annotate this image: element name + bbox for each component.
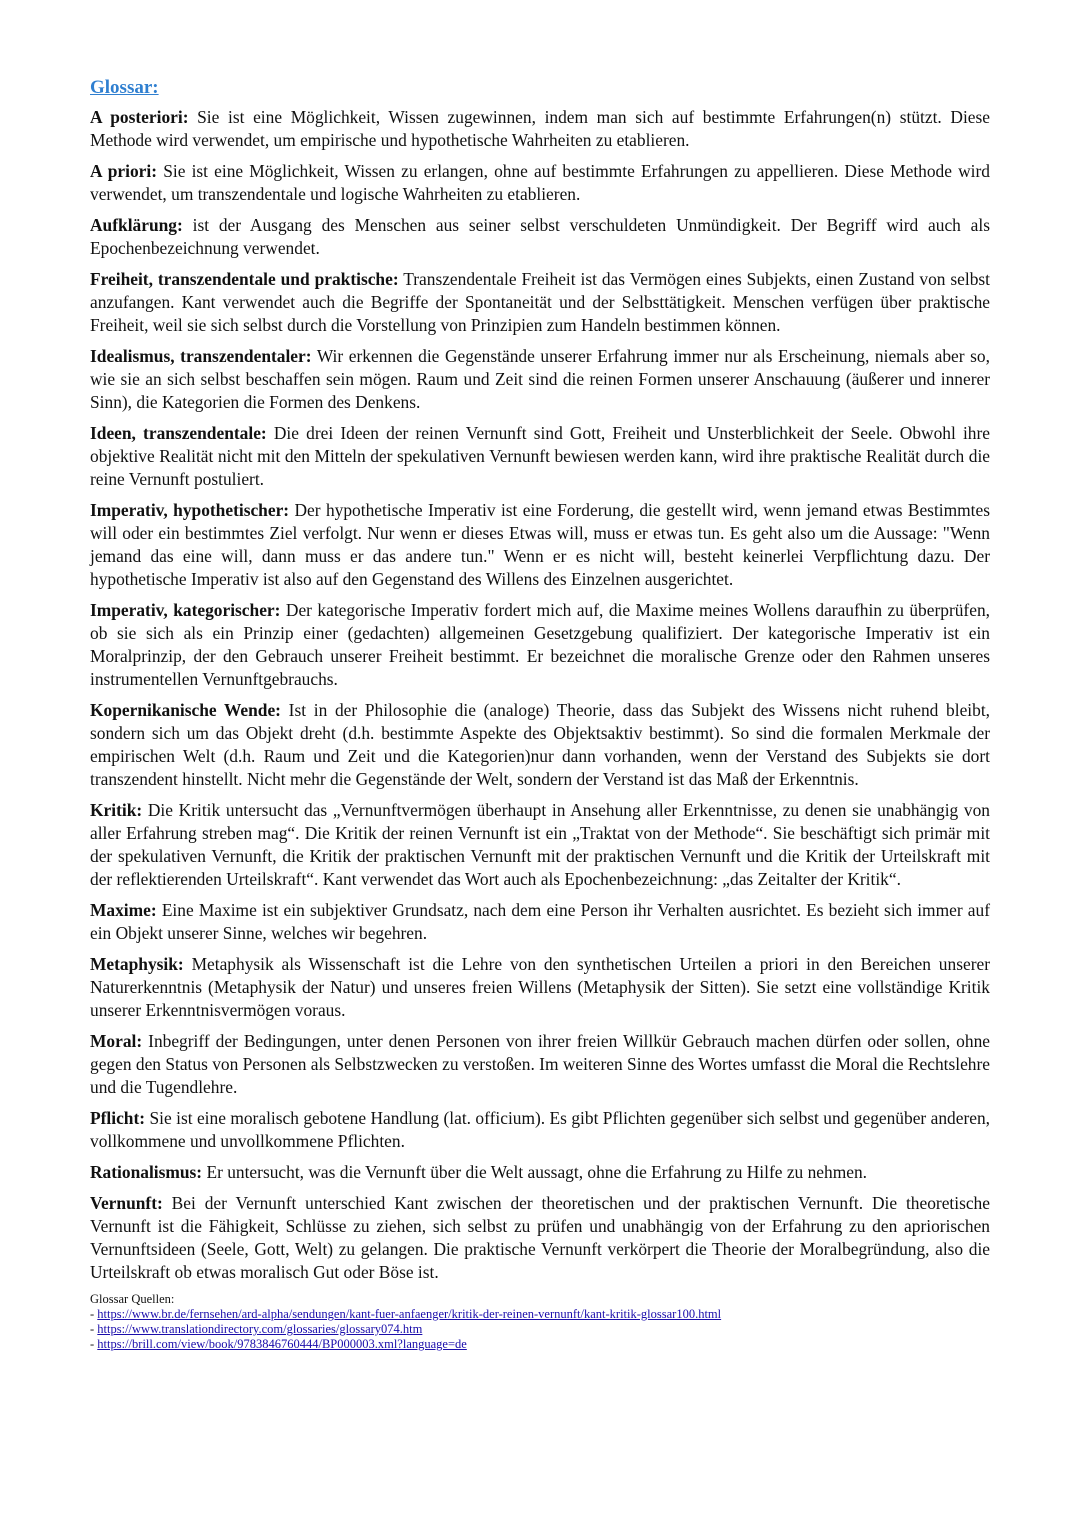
source-dash: - (90, 1322, 98, 1336)
sources-label: Glossar Quellen: (90, 1292, 175, 1306)
glossary-definition: Wir erkennen die Gegenstände unserer Erfahrung immer nur als Erscheinung, niemals aber so, wie sie an sich selbst beschaffen sein mögen. Raum und Zeit sind die reinen Formen unserer Anschauung (äußerer und innerer Sinn), die Kategorien die Formen des Denkens. (90, 346, 990, 412)
glossary-definition: Metaphysik als Wissenschaft ist die Lehre von den synthetischen Urteilen a priori in den Bereichen unserer Naturerkenntnis (Metaphysik der Natur) und unseres freien Willens (Metaphysik der Sitten). Sie setzt eine vollständige Kritik unserer Erkenntnisvermögen voraus. (90, 954, 990, 1020)
glossary-definition: ist der Ausgang des Menschen aus seiner selbst verschuldeten Unmündigkeit. Der Begriff wird auch als Epochenbezeichnung verwendet. (90, 215, 990, 258)
glossary-term: Moral: (90, 1031, 143, 1051)
source-link[interactable]: https://www.translationdirectory.com/glossaries/glossary074.htm (97, 1322, 423, 1336)
glossary-entry (90, 268, 990, 337)
glossary-term: Aufklärung: (90, 215, 183, 235)
source-line (90, 1337, 990, 1352)
page-title: Glossar: (90, 77, 159, 98)
glossary-entry (90, 422, 990, 491)
glossary-term: Vernunft: (90, 1193, 163, 1213)
glossary-list (90, 106, 990, 1284)
glossary-term: Freiheit, transzendentale und praktische: (90, 269, 399, 289)
glossary-definition: Der kategorische Imperativ fordert mich auf, die Maxime meines Wollens daraufhin zu überprüfen, ob sie sich als ein Prinzip einer (gedachten) allgemeinen Gesetzgebung qualifiziert. Der kategorische Imperativ ist ein Moralprinzip, der den Gebrauch unserer Freiheit bestimmt. Er bezeichnet die moralische Grenze oder den Rahmen unseres instrumentellen Vernunftgebrauchs. (90, 600, 990, 689)
glossary-term: Pflicht: (90, 1108, 146, 1128)
source-dash: - (90, 1337, 98, 1351)
glossary-term: Kopernikanische Wende: (90, 700, 281, 720)
glossary-definition: Eine Maxime ist ein subjektiver Grundsatz, nach dem eine Person ihr Verhalten ausrichtet. Es bezieht sich immer auf ein Objekt unserer Sinne, welches wir begehren. (90, 900, 990, 943)
glossary-definition: Sie ist eine moralisch gebotene Handlung (lat. officium). Es gibt Pflichten gegenüber sich selbst und gegenüber anderen, vollkommene und unvollkommene Pflichten. (90, 1108, 990, 1151)
glossary-term: A posteriori: (90, 107, 189, 127)
glossary-term: A priori: (90, 161, 158, 181)
glossary-definition: Ist in der Philosophie die (analoge) Theorie, dass das Subjekt des Wissens nicht ruhend bleibt, sondern sich um das Objekt dreht (d.h. bestimmte Aspekte des Objektsaktiv bestimmt). So sind die formalen Merkmale der empirischen Welt (d.h. Raum und Zeit und die Kategorien)nur dann vorhanden, wenn der Verstand des Subjekts sie dort transzendent hinstellt. Nicht mehr die Gegenstände der Welt, sondern der Verstand ist das Maß der Erkenntnis. (90, 700, 990, 789)
glossary-term: Imperativ, kategorischer: (90, 600, 281, 620)
glossary-term: Metaphysik: (90, 954, 184, 974)
glossary-entry (90, 899, 990, 945)
glossary-definition: Transzendentale Freiheit ist das Vermögen eines Subjekts, einen Zustand von selbst anzufangen. Kant verwendet auch die Begriffe der Spontaneität und der Selbsttätigkeit. Menschen verfügen über praktische Freiheit, weil sie sich selbst durch die Vorstellung von Prinzipien zum Handeln bestimmen können. (90, 269, 990, 335)
source-line (90, 1322, 990, 1337)
glossary-entry (90, 214, 990, 260)
sources-section (90, 1292, 990, 1352)
source-line (90, 1307, 990, 1322)
source-link[interactable]: https://brill.com/view/book/9783846760444/BP000003.xml?language=de (97, 1337, 467, 1351)
glossary-entry (90, 499, 990, 591)
glossary-term: Maxime: (90, 900, 157, 920)
document-page (90, 76, 990, 1352)
source-link[interactable]: https://www.br.de/fernsehen/ard-alpha/sendungen/kant-fuer-anfaenger/kritik-der-reinen-vernunft/kant-kritik-glossar100.html (97, 1307, 722, 1321)
glossary-definition: Sie ist eine Möglichkeit, Wissen zu erlangen, ohne auf bestimmte Erfahrungen zu appellieren. Diese Methode wird verwendet, um transzendentale und logische Wahrheiten zu etablieren. (90, 161, 990, 204)
glossary-entry (90, 1192, 990, 1284)
glossary-definition: Er untersucht, was die Vernunft über die Welt aussagt, ohne die Erfahrung zu Hilfe zu nehmen. (206, 1162, 867, 1182)
glossary-entry (90, 699, 990, 791)
glossary-entry (90, 160, 990, 206)
glossary-entry (90, 953, 990, 1022)
glossary-definition: Der hypothetische Imperativ ist eine Forderung, die gestellt wird, wenn jemand etwas Bestimmtes will oder ein bestimmtes Ziel verfolgt. Nur wenn er dieses Etwas will, muss er etwas tun. Es geht also um die Aussage: "Wenn jemand das eine will, dann muss er das andere tun." Wenn er es nicht will, besteht keinerlei Verpflichtung dazu. Der hypothetische Imperativ ist also auf den Gegenstand des Willens des Einzelnen ausgerichtet. (90, 500, 990, 589)
glossary-term: Kritik: (90, 800, 143, 820)
glossary-term: Ideen, transzendentale: (90, 423, 267, 443)
glossary-entry (90, 106, 990, 152)
glossary-definition: Sie ist eine Möglichkeit, Wissen zugewinnen, indem man sich auf bestimmte Erfahrungen(n) stützt. Diese Methode wird verwendet, um empirische und hypothetische Wahrheiten zu etablieren. (90, 107, 990, 150)
glossary-term: Rationalismus: (90, 1162, 203, 1182)
source-dash: - (90, 1307, 98, 1321)
glossary-term: Idealismus, transzendentaler: (90, 346, 312, 366)
glossary-entry (90, 345, 990, 414)
glossary-entry (90, 599, 990, 691)
glossary-entry (90, 1107, 990, 1153)
glossary-definition: Inbegriff der Bedingungen, unter denen Personen von ihrer freien Willkür Gebrauch machen dürfen oder sollen, ohne gegen den Status von Personen als Selbstzwecken zu verstoßen. Im weiteren Sinne des Wortes umfasst die Moral die Rechtslehre und die Tugendlehre. (90, 1031, 990, 1097)
glossary-definition: Die Kritik untersucht das „Vernunftvermögen überhaupt in Ansehung aller Erkenntnisse, zu denen sie unabhängig von aller Erfahrung streben mag“. Die Kritik der reinen Vernunft ist ein „Traktat von der Methode“. Sie beschäftigt sich primär mit der spekulativen Vernunft, die Kritik der praktischen Vernunft mit der praktischen Vernunft und die Kritik der Urteilskraft mit der reflektierenden Urteilskraft“. Kant verwendet das Wort auch als Epochenbezeichnung: „das Zeitalter der Kritik“. (90, 800, 990, 889)
glossary-entry (90, 799, 990, 891)
glossary-term: Imperativ, hypothetischer: (90, 500, 290, 520)
glossary-entry (90, 1161, 990, 1184)
glossary-definition: Die drei Ideen der reinen Vernunft sind Gott, Freiheit und Unsterblichkeit der Seele. Obwohl ihre objektive Realität nicht mit den Mitteln der spekulativen Vernunft bewiesen werden kann, wird ihre praktische Realität durch die reine Vernunft postuliert. (90, 423, 990, 489)
glossary-definition: Bei der Vernunft unterschied Kant zwischen der theoretischen und der praktischen Vernunft. Die theoretische Vernunft ist die Fähigkeit, Schlüsse zu ziehen, sich selbst zu prüfen und unabhängig von der Erfahrung zu den apriorischen Vernunftsideen (Seele, Gott, Welt) zu gelangen. Die praktische Vernunft verkörpert die Theorie der Moralbegründung, also die Urteilskraft ob etwas moralisch Gut oder Böse ist. (90, 1193, 990, 1282)
glossary-entry (90, 1030, 990, 1099)
